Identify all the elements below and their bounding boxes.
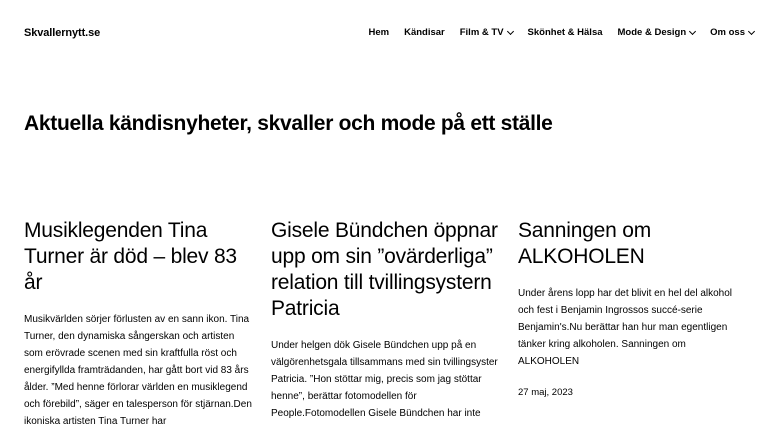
site-header (0, 0, 777, 66)
post-card (518, 218, 748, 398)
nav-item-kandisar[interactable] (404, 27, 445, 38)
nav-item-label: Kändisar (404, 27, 445, 38)
post-date: 27 maj, 2023 (518, 387, 573, 398)
chevron-down-icon[interactable] (689, 27, 696, 34)
post-excerpt: Under helgen dök Gisele Bündchen upp på en välgörenhetsgala tillsammans med sin tvillingsyster Patricia. ”Hon stöttar mig, precis som jag stöttar henne”, berättar fotomodellen för People.Fotomodellen Gisele Bündchen har inte (271, 340, 498, 419)
page-title: Aktuella kändisnyheter, skvaller och mode på ett ställe (24, 112, 553, 135)
post-card (24, 218, 254, 430)
nav-item-mode-design[interactable] (618, 27, 696, 38)
post-excerpt: Musikvärlden sörjer förlusten av en sann ikon. Tina Turner, den dynamiska sångerskan och artisten som erövrade scenen med sin kraftfulla röst och energifyllda framträdanden, har gått bort vid 83 års ålder. ”Med henne förlorar världen en musiklegend och förebild”, säger en talesperson för stjärnan.Den ikoniska artisten Tina Turner har (24, 314, 252, 427)
post-title-link[interactable]: Sanningen om ALKOHOLEN (518, 219, 652, 268)
chevron-down-icon[interactable] (748, 27, 755, 34)
nav-item-skonhet-halsa[interactable] (528, 27, 603, 38)
post-excerpt: Under årens lopp har det blivit en hel del alkohol och fest i Benjamin Ingrossos succé-serie Benjamin's.Nu berättar han hur man egentligen tänker kring alkoholen. Sanningen om ALKOHOLEN (518, 288, 733, 367)
nav-item-film-tv[interactable] (460, 27, 513, 38)
nav-item-om-oss[interactable] (710, 27, 754, 38)
site-title-link[interactable]: Skvallernytt.se (24, 27, 101, 39)
post-title-link[interactable]: Musiklegenden Tina Turner är död – blev 83 år (24, 219, 237, 294)
post-card (271, 218, 501, 422)
main-navigation (368, 27, 754, 38)
nav-item-label: Hem (368, 27, 390, 38)
nav-item-label: Film & TV (459, 27, 504, 38)
nav-item-label: Om oss (710, 27, 745, 38)
post-title-link[interactable]: Gisele Bündchen öppnar upp om sin ”ovärderliga” relation till tvillingsystern Patricia (271, 219, 498, 320)
chevron-down-icon[interactable] (507, 27, 514, 34)
nav-item-hem[interactable] (368, 27, 389, 38)
nav-item-label: Skönhet & Hälsa (527, 27, 603, 38)
nav-item-label: Mode & Design (617, 27, 687, 38)
